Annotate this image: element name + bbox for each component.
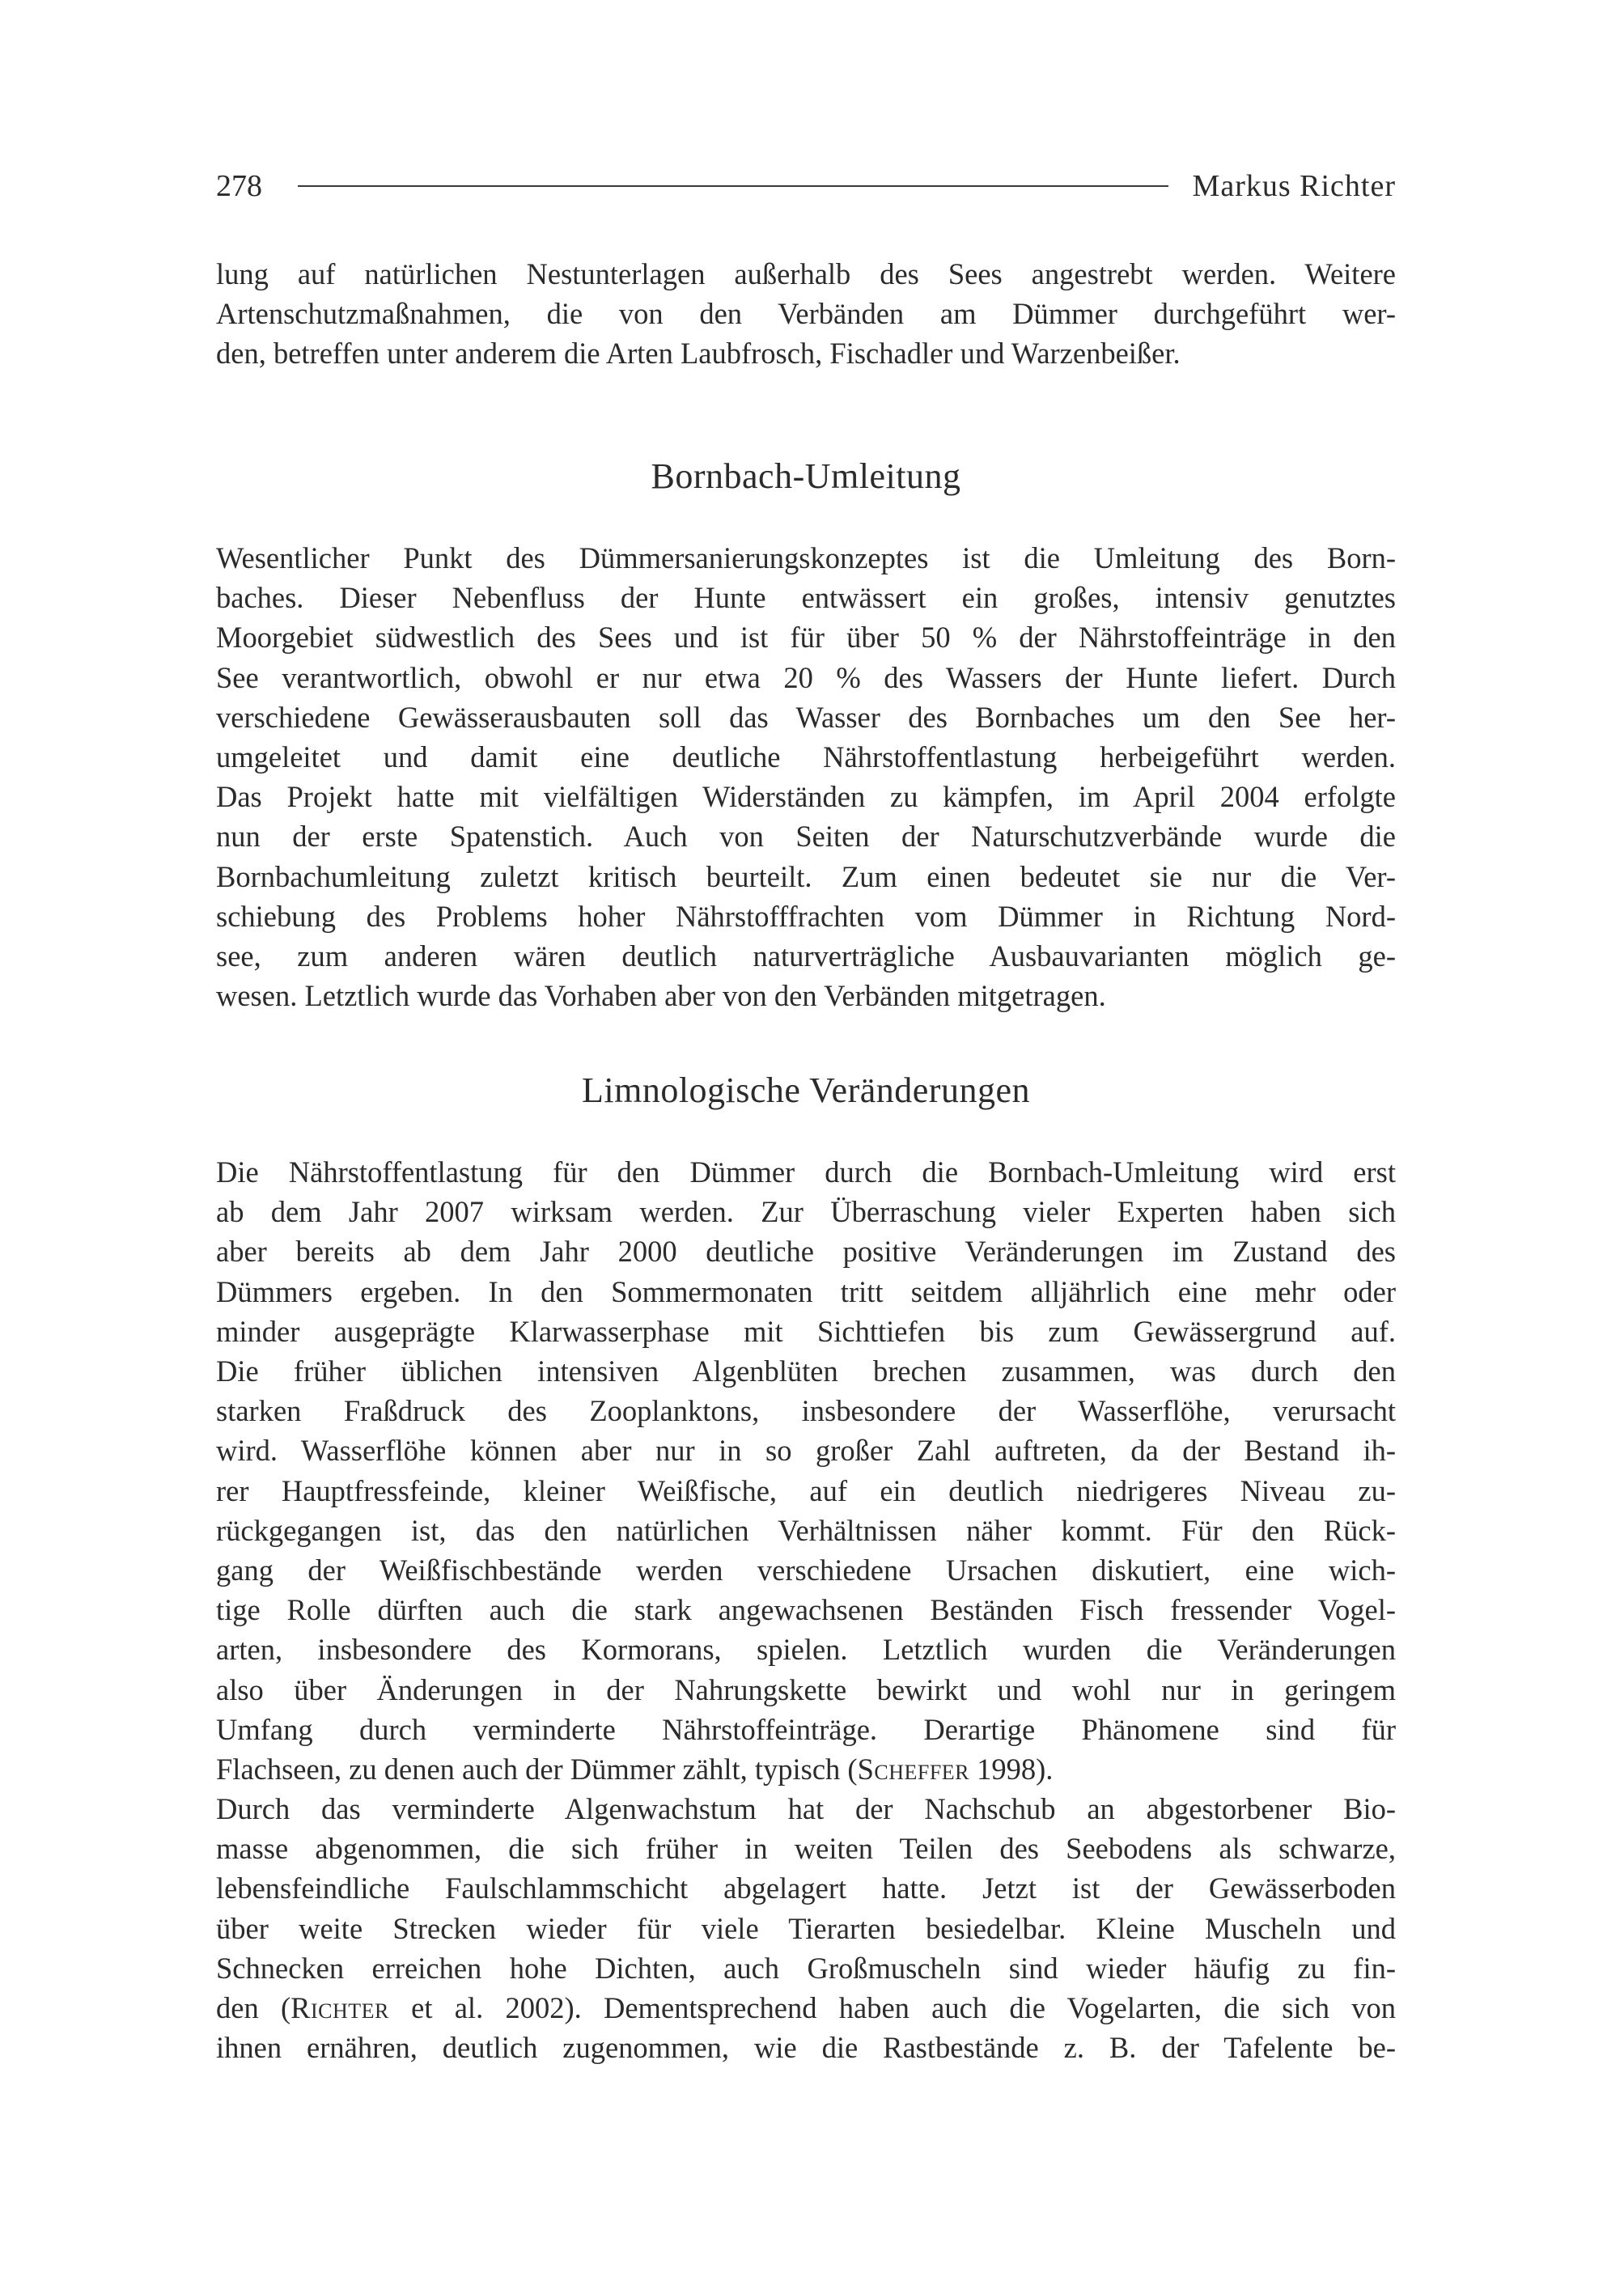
text-line: Dümmers ergeben. In den Sommermonaten tritt seitdem alljährlich eine mehr oder <box>216 1274 1396 1308</box>
text-line: schiebung des Problems hoher Nährstofffrachten vom Dümmer in Richtung Nord- <box>216 899 1396 933</box>
text-line: Durch das verminderte Algenwachstum hat der Nachschub an abgestorbener Bio- <box>216 1792 1396 1825</box>
running-header <box>216 166 1396 206</box>
text-line: rückgegangen ist, das den natürlichen Verhältnissen näher kommt. Für den Rück- <box>216 1513 1396 1547</box>
text-line: Die früher üblichen intensiven Algenblüten brechen zusammen, was durch den <box>216 1354 1396 1388</box>
text-line: Das Projekt hatte mit vielfältigen Widerständen zu kämpfen, im April 2004 erfolgte <box>216 780 1396 814</box>
text-line: lung auf natürlichen Nestunterlagen außerhalb des Sees angestrebt werden. Weitere <box>216 257 1396 290</box>
text-line: see, zum anderen wären deutlich naturverträgliche Ausbauvarianten möglich ge- <box>216 939 1396 973</box>
intro-paragraph <box>216 254 1396 374</box>
text-line: See verantwortlich, obwohl er nur etwa 20 % des Wassers der Hunte liefert. Durch <box>216 660 1396 694</box>
text-line: über weite Strecken wieder für viele Tierarten besiedelbar. Kleine Muscheln und <box>216 1911 1396 1945</box>
text-line: umgeleitet und damit eine deutliche Nährstoffentlastung herbeigeführt werden. <box>216 740 1396 774</box>
text-line: wesen. Letztlich wurde das Vorhaben aber von den Verbänden mitgetragen. <box>216 979 1106 1013</box>
text-line: wird. Wasserflöhe können aber nur in so großer Zahl auftreten, da der Bestand ih- <box>216 1434 1396 1468</box>
citation-author: Scheffer <box>857 1753 970 1787</box>
text-line: den, betreffen unter anderem die Arten Laubfrosch, Fischadler und Warzenbeißer. <box>216 337 1181 371</box>
text-line: tige Rolle dürften auch die stark angewachsenen Beständen Fisch fressender Vogel- <box>216 1593 1396 1627</box>
text-line: Bornbachumleitung zuletzt kritisch beurteilt. Zum einen bedeutet sie nur die Ver- <box>216 859 1396 893</box>
text-line: Moorgebiet südwestlich des Sees und ist für über 50 % der Nährstoffeinträge in den <box>216 621 1396 655</box>
text-line: also über Änderungen in der Nahrungskette bewirkt und wohl nur in geringem <box>216 1672 1396 1706</box>
text-line: aber bereits ab dem Jahr 2000 deutliche positive Veränderungen im Zustand des <box>216 1235 1396 1269</box>
text-line: Schnecken erreichen hohe Dichten, auch Großmuscheln sind wieder häufig zu fin- <box>216 1951 1396 1985</box>
section-heading-limnologische: Limnologische Veränderungen <box>582 1070 1030 1110</box>
text-fragment: Flachseen, zu denen auch der Dümmer zählt, typisch ( <box>216 1753 858 1787</box>
text-line: ab dem Jahr 2007 wirksam werden. Zur Überraschung vieler Experten haben sich <box>216 1195 1396 1229</box>
section-heading-bornbach: Bornbach-Umleitung <box>651 456 961 496</box>
text-line <box>216 1988 1396 2028</box>
text-line: rer Hauptfressfeinde, kleiner Weißfische, auf ein deutlich niedrigeres Niveau zu- <box>216 1473 1396 1507</box>
text-line: masse abgenommen, die sich früher in weiten Teilen des Seebodens als schwarze, <box>216 1832 1396 1866</box>
text-line: lebensfeindliche Faulschlammschicht abgelagert hatte. Jetzt ist der Gewässerboden <box>216 1871 1396 1905</box>
citation-author: Richter <box>290 1991 389 2025</box>
text-line: Die Nährstoffentlastung für den Dümmer durch die Bornbach-Umleitung wird erst <box>216 1155 1396 1189</box>
text-line <box>216 1749 1396 1789</box>
text-line: baches. Dieser Nebenfluss der Hunte entwässert ein großes, intensiv genutztes <box>216 581 1396 615</box>
header-rule <box>298 185 1168 187</box>
text-line: nun der erste Spatenstich. Auch von Seiten der Naturschutzverbände wurde die <box>216 820 1396 854</box>
text-line: starken Fraßdruck des Zooplanktons, insbesondere der Wasserflöhe, verursacht <box>216 1394 1396 1428</box>
text-line: Umfang durch verminderte Nährstoffeinträge. Derartige Phänomene sind für <box>216 1712 1396 1746</box>
text-line: minder ausgeprägte Klarwasserphase mit Sichttiefen bis zum Gewässergrund auf. <box>216 1314 1396 1348</box>
text-fragment: den ( <box>216 1991 291 2025</box>
text-line: gang der Weißfischbestände werden verschiedene Ursachen diskutiert, eine wich- <box>216 1553 1396 1587</box>
text-line: ihnen ernähren, deutlich zugenommen, wie die Rastbestände z. B. der Tafelente be- <box>216 2031 1396 2065</box>
text-line: arten, insbesondere des Kormorans, spielen. Letztlich wurden die Veränderungen <box>216 1633 1396 1667</box>
text-line: Artenschutzmaßnahmen, die von den Verbänden am Dümmer durchgeführt wer- <box>216 297 1396 331</box>
page-number: 278 <box>216 169 262 203</box>
text-line: verschiedene Gewässerausbauten soll das Wasser des Bornbaches um den See her- <box>216 700 1396 734</box>
text-fragment: 1998). <box>969 1753 1054 1787</box>
running-head-author: Markus Richter <box>1192 169 1396 203</box>
section-limnologische-paragraph-2 <box>216 1789 1396 2067</box>
section-bornbach-paragraph <box>216 538 1396 1015</box>
text-line: Wesentlicher Punkt des Dümmersanierungskonzeptes ist die Umleitung des Born- <box>216 541 1396 574</box>
text-fragment: et al. 2002). Dementsprechend haben auch die Vogelarten, die sich von <box>388 1991 1397 2025</box>
section-limnologische-paragraph-1 <box>216 1152 1396 1789</box>
